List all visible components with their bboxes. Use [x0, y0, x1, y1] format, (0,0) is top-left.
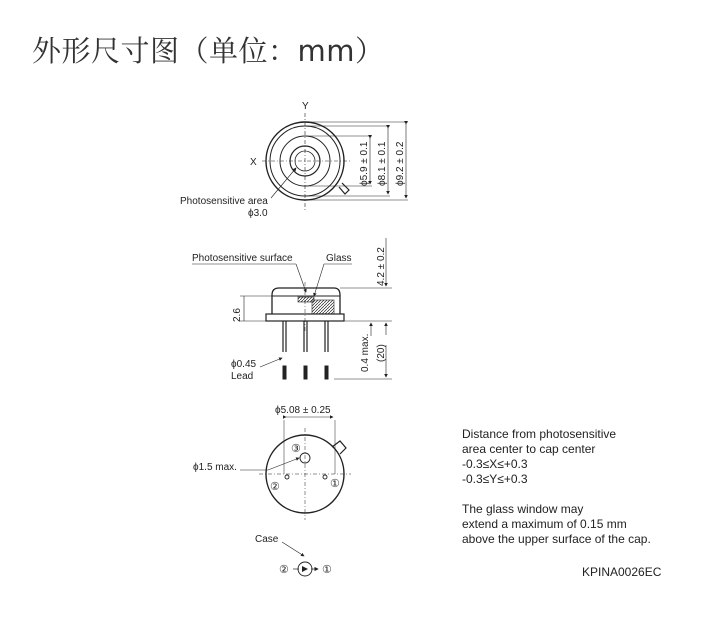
axis-x-label: X	[250, 157, 257, 168]
note-line: -0.3≤X≤+0.3	[462, 457, 528, 471]
bottom-view	[240, 417, 351, 576]
pin2-label: ②	[270, 481, 280, 493]
glass-label: Glass	[326, 253, 352, 264]
lead-dia-label: ϕ0.45	[231, 359, 257, 370]
drawing-code: KPINA0026EC	[582, 565, 662, 579]
dim-mid-dia: ϕ8.1 ± 0.1	[377, 141, 388, 186]
note-line: extend a maximum of 0.15 mm	[462, 517, 627, 531]
lead-label: Lead	[231, 371, 254, 382]
note-line: Distance from photosensitive	[462, 427, 617, 441]
axis-y-label: Y	[302, 101, 309, 112]
photosensitive-area-dim: ϕ3.0	[248, 208, 268, 219]
notes-block	[462, 427, 651, 547]
dim-inner-dia: ϕ5.9 ± 0.1	[359, 141, 370, 186]
pin3-label: ③	[291, 443, 301, 455]
dim-lead-length: (20)	[376, 344, 387, 362]
photosensitive-area-label: Photosensitive area	[180, 196, 268, 207]
dim-height: 4.2 ± 0.2	[376, 247, 387, 286]
note-line: area center to cap center	[462, 442, 596, 456]
dim-tab: ϕ1.5 max.	[193, 462, 237, 473]
dim-outer-dia: ϕ9.2 ± 0.2	[395, 141, 406, 186]
page-title: 外形尺寸图（单位：mm）	[32, 34, 385, 68]
dim-cap-height: 2.6	[232, 308, 243, 322]
case-label: Case	[255, 534, 279, 545]
case-pin1-label: ①	[322, 564, 332, 576]
note-line: The glass window may	[462, 502, 584, 516]
note-line: above the upper surface of the cap.	[462, 532, 651, 546]
photosensitive-surface-label: Photosensitive surface	[192, 253, 293, 264]
note-line: -0.3≤Y≤+0.3	[462, 472, 528, 486]
case-pin2-label: ②	[279, 564, 289, 576]
dim-tolerance: 0.4 max.	[360, 333, 371, 372]
pin1-label: ①	[330, 478, 340, 490]
dim-pitch: ϕ5.08 ± 0.25	[275, 405, 331, 416]
